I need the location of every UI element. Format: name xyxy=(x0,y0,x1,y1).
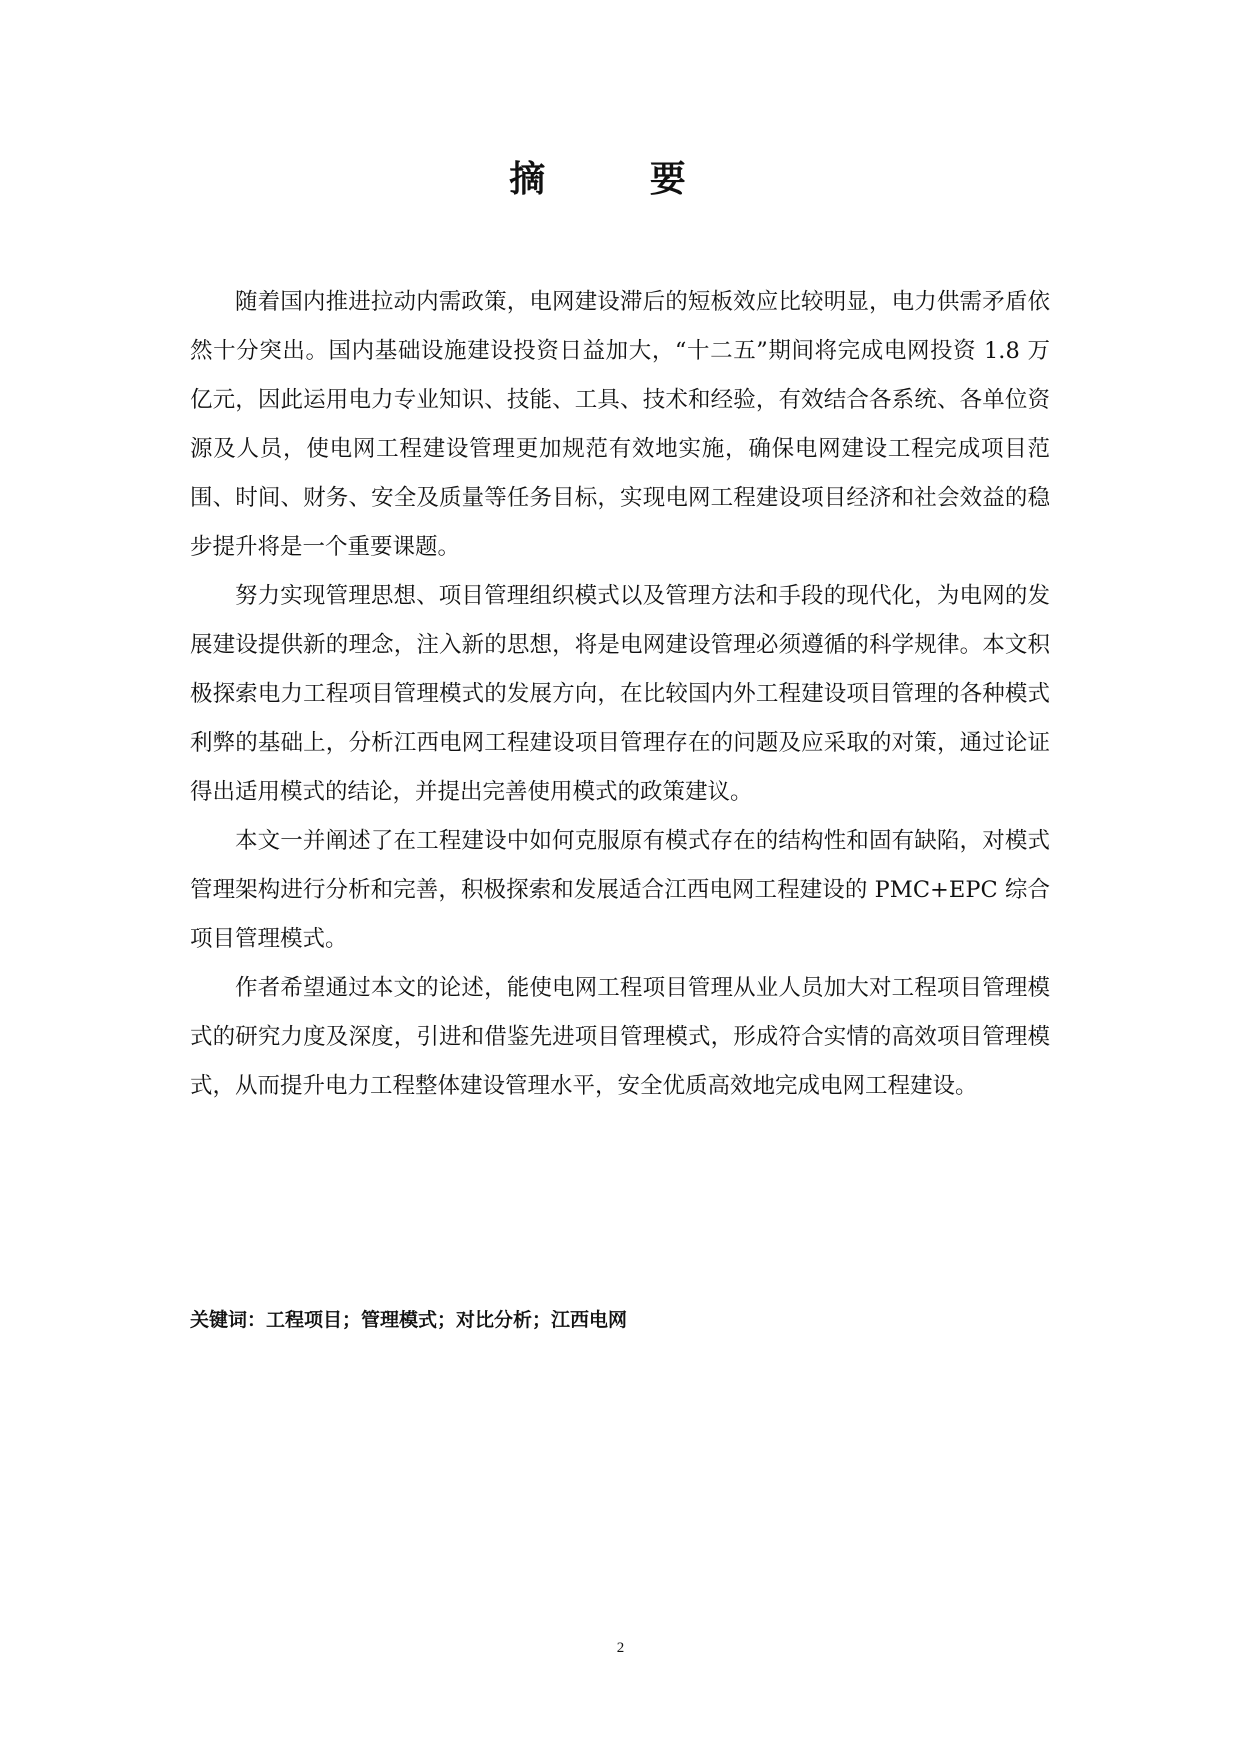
keywords-line: 关键词：工程项目；管理模式；对比分析；江西电网 xyxy=(190,1309,628,1331)
abstract-paragraph-1: 随着国内推进拉动内需政策，电网建设滞后的短板效应比较明显，电力供需矛盾依然十分突出。国内基础设施建设投资日益加大，“十二五”期间将完成电网投资 1.8 万亿元，因此运用电力专业知识、技能、工具、技术和经验，有效结合各系统、各单位资源及人员，使电网工程建设管理更加规范有效地实施，确保电网建设工程完成项目范围、时间、财务、安全及质量等任务目标，实现电网工程建设项目经济和社会效益的稳步提升将是一个重要课题。 xyxy=(190,289,1050,560)
abstract-paragraph-4: 作者希望通过本文的论述，能使电网工程项目管理从业人员加大对工程项目管理模式的研究力度及深度，引进和借鉴先进项目管理模式，形成符合实情的高效项目管理模式，从而提升电力工程整体建设管理水平，安全优质高效地完成电网工程建设。 xyxy=(190,975,1050,1099)
abstract-body xyxy=(190,278,1050,1111)
page-number: 2 xyxy=(616,1640,625,1656)
abstract-paragraph-3: 本文一并阐述了在工程建设中如何克服原有模式存在的结构性和固有缺陷，对模式管理架构进行分析和完善，积极探索和发展适合江西电网工程建设的 PMC+EPC 综合项目管理模式。 xyxy=(190,828,1050,952)
abstract-paragraph-2: 努力实现管理思想、项目管理组织模式以及管理方法和手段的现代化，为电网的发展建设提供新的理念，注入新的思想，将是电网建设管理必须遵循的科学规律。本文积极探索电力工程项目管理模式的发展方向，在比较国内外工程建设项目管理的各种模式利弊的基础上，分析江西电网工程建设项目管理存在的问题及应采取的对策，通过论证得出适用模式的结论，并提出完善使用模式的政策建议。 xyxy=(190,583,1050,805)
abstract-title: 摘 要 xyxy=(509,159,732,200)
